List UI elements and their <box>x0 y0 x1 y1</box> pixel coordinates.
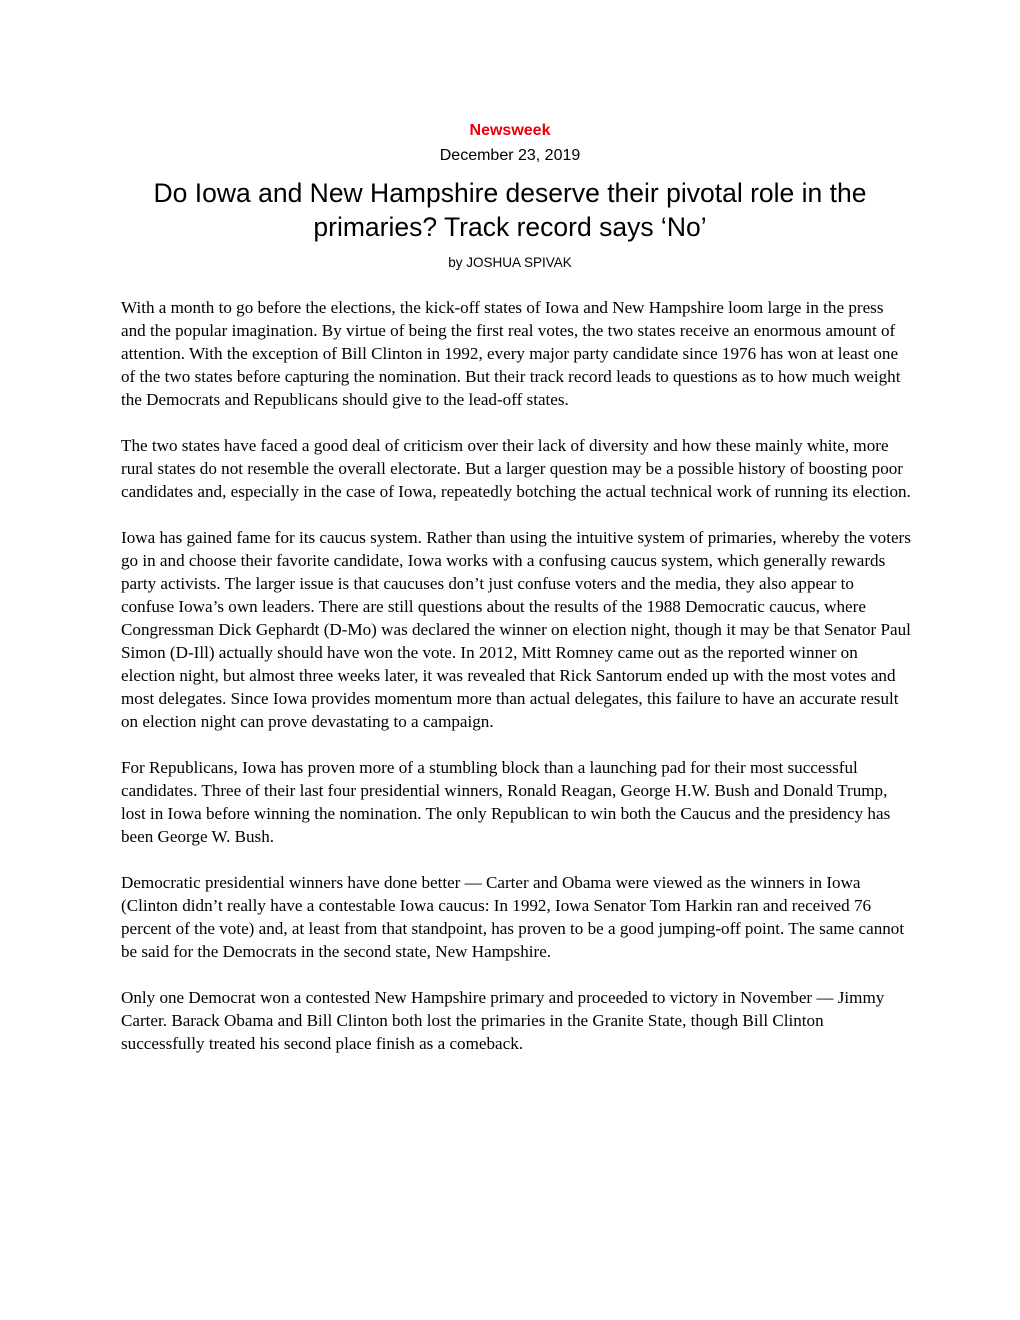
article-paragraph: Iowa has gained fame for its caucus system. Rather than using the intuitive system of primaries, whereby the voters go in and choose their favorite candidate, Iowa works with a confusing caucus system, which generally rewards party activists. The larger issue is that caucuses don’t just confuse voters and the media, they also appear to confuse Iowa’s own leaders. There are still questions about the results of the 1988 Democratic caucus, where Congressman Dick Gephardt (D-Mo) was declared the winner on election night, though it may be that Senator Paul Simon (D-Ill) actually should have won the vote. In 2012, Mitt Romney came out as the reported winner on election night, but almost three weeks later, it was revealed that Rick Santorum ended up with the most votes and most delegates. Since Iowa provides momentum more than actual delegates, this failure to have an accurate result on election night can prove devastating to a campaign. <box>121 528 911 731</box>
publication-name: Newsweek <box>469 122 551 139</box>
article-paragraph: Only one Democrat won a contested New Hampshire primary and proceeded to victory in November — Jimmy Carter. Barack Obama and Bill Clinton both lost the primaries in the Granite State, though Bill Clinton successfully treated his second place finish as a comeback. <box>121 988 885 1053</box>
article-paragraph: Democratic presidential winners have done better — Carter and Obama were viewed as the winners in Iowa (Clinton didn’t really have a contestable Iowa caucus: In 1992, Iowa Senator Tom Harkin ran and received 76 percent of the vote) and, at least from that standpoint, has proven to be a good jumping-off point. The same cannot be said for the Democrats in the second state, New Hampshire. <box>121 873 905 961</box>
publication-date: December 23, 2019 <box>439 147 581 164</box>
article-paragraph: The two states have faced a good deal of criticism over their lack of diversity and how these mainly white, more rural states do not resemble the overall electorate. But a larger question may be a possible history of boosting poor candidates and, especially in the case of Iowa, repeatedly botching the actual technical work of running its election. <box>121 436 911 501</box>
article-paragraph: For Republicans, Iowa has proven more of a stumbling block than a launching pad for their most successful candidates. Three of their last four presidential winners, Ronald Reagan, George H.W. Bush and Donald Trump, lost in Iowa before winning the nomination. The only Republican to win both the Caucus and the presidency has been George W. Bush. <box>121 758 891 846</box>
article-headline: Do Iowa and New Hampshire deserve their pivotal role in the primaries? Track record says ‘No’ <box>153 178 867 242</box>
article-paragraph: With a month to go before the elections, the kick-off states of Iowa and New Hampshire loom large in the press and the popular imagination. By virtue of being the first real votes, the two states receive an enormous amount of attention. With the exception of Bill Clinton in 1992, every major party candidate since 1976 has won at least one of the two states before capturing the nomination. But their track record leads to questions as to how much weight the Democrats and Republicans should give to the lead-off states. <box>121 298 901 409</box>
article-byline: by JOSHUA SPIVAK <box>448 255 572 270</box>
article-body <box>121 296 911 1078</box>
